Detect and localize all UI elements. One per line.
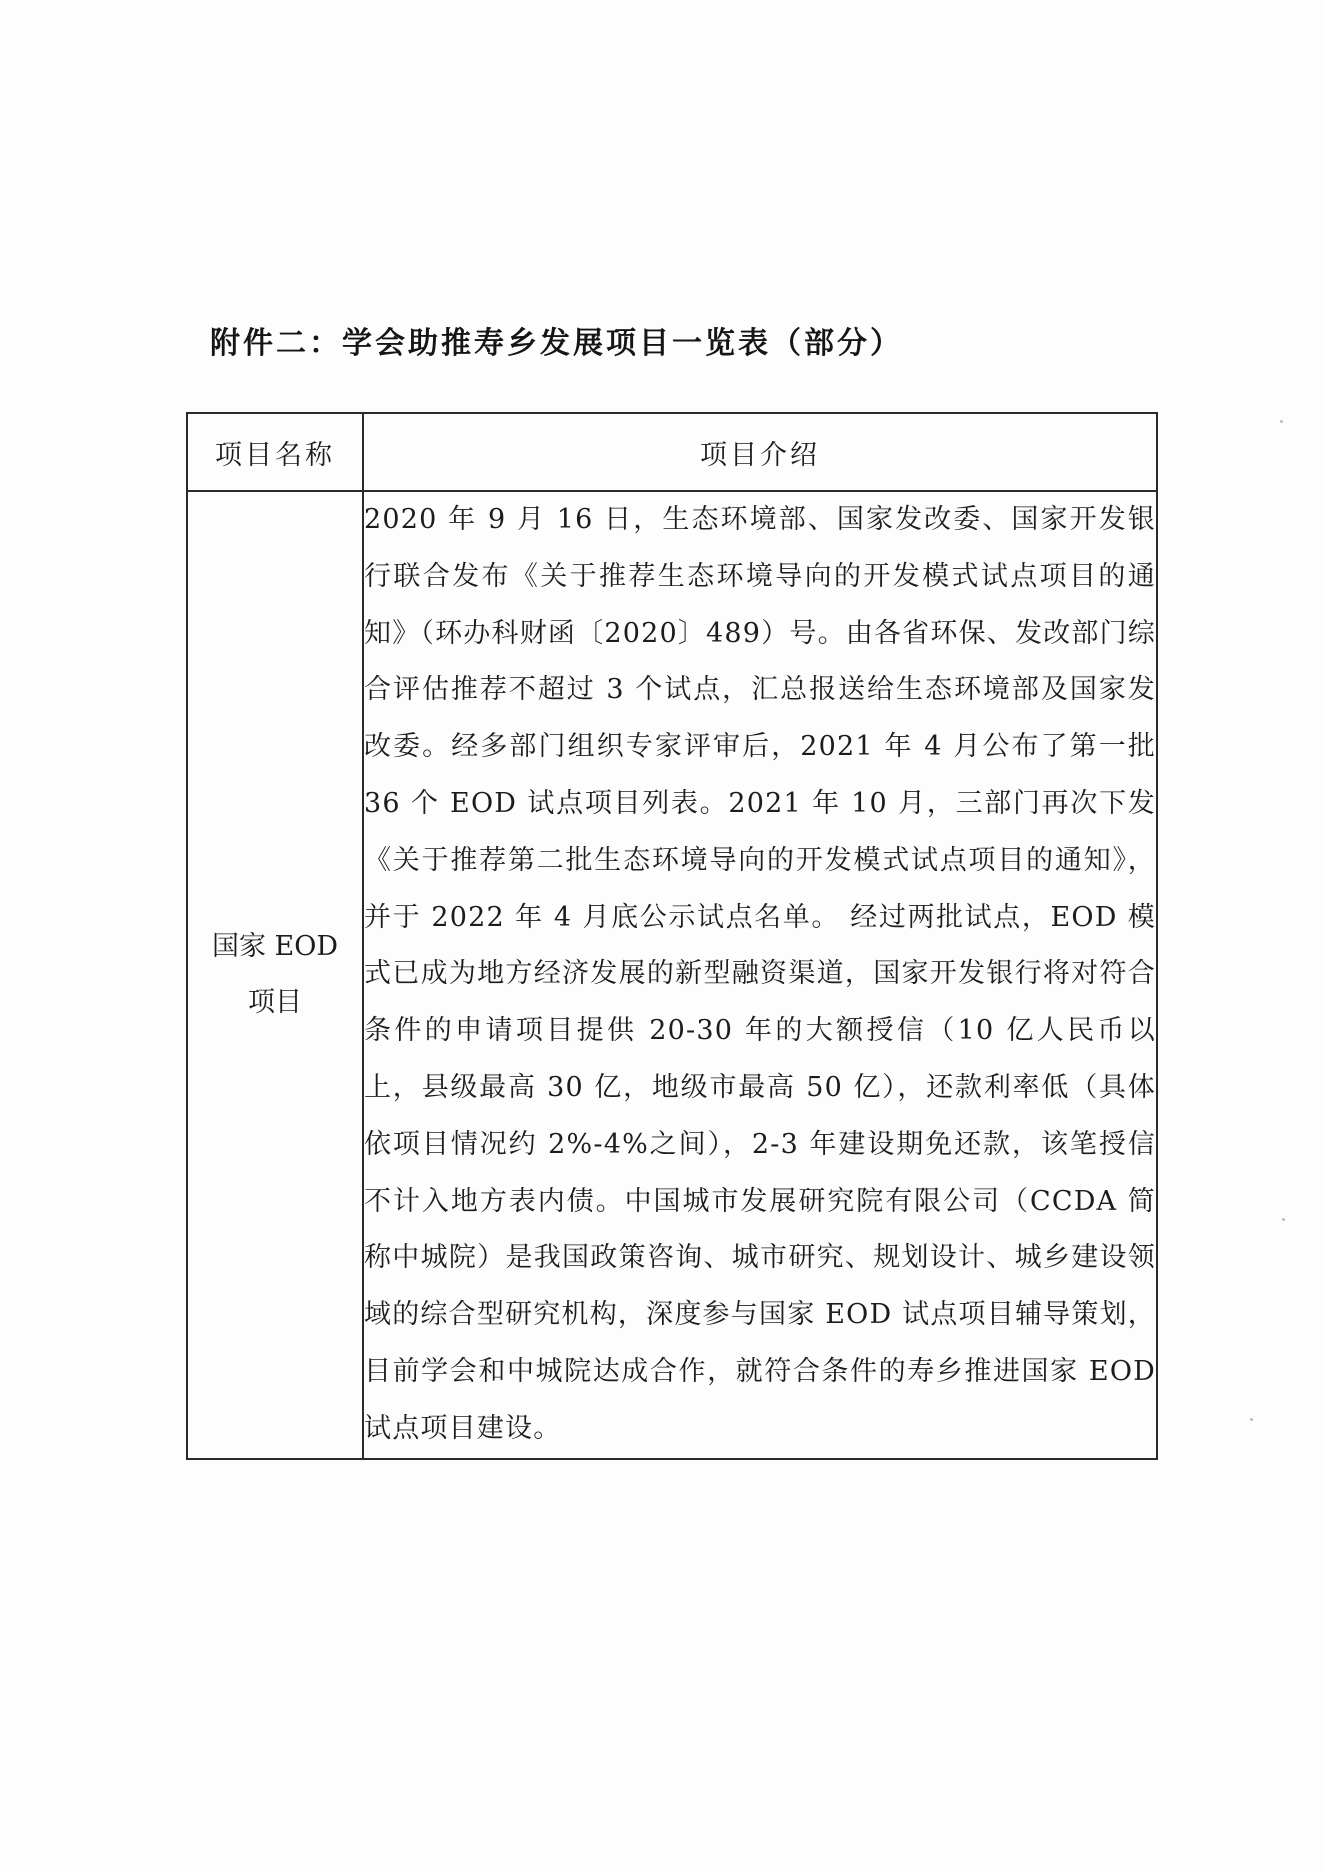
- document-title: 附件二：学会助推寿乡发展项目一览表（部分）: [210, 326, 903, 361]
- header-project-intro: 项目介绍: [363, 413, 1157, 491]
- scan-speck: [1282, 1218, 1285, 1221]
- scan-speck: [1280, 420, 1283, 423]
- project-intro-text: 2020 年 9 月 16 日，生态环境部、国家发改委、国家开发银行联合发布《关于推荐生态环境导向的开发模式试点项目的通知》（环办科财函〔2020〕489）号。由各省环保、发改部门综合评估推荐不超过 3 个试点，汇总报送给生态环境部及国家发改委。经多部门组织专家评审后，2021 年 4 月公布了第一批 36 个 EOD 试点项目列表。2021 年 10 月，三部门再次下发《关于推荐第二批生态环境导向的开发模式试点项目的通知》，并于 2022 年 4 月底公示试点名单。 经过两批试点，EOD 模式已成为地方经济发展的新型融资渠道，国家开发银行将对符合条件的申请项目提供 20-30 年的大额授信（10 亿人民币以上，县级最高 30 亿，地级市最高 50 亿），还款利率低（具体依项目情况约 2%-4%之间），2-3 年建设期免还款，该笔授信不计入地方表内债。中国城市发展研究院有限公司（CCDA 简称中城院）是我国政策咨询、城市研究、规划设计、城乡建设领域的综合型研究机构，深度参与国家 EOD 试点项目辅导策划，目前学会和中城院达成合作，就符合条件的寿乡推进国家 EOD 试点项目建设。: [364, 504, 1156, 1444]
- project-name-line-2: 项目: [248, 986, 302, 1018]
- project-table: [186, 412, 1158, 1460]
- header-project-name: 项目名称: [187, 413, 363, 491]
- project-name-cell: [187, 491, 363, 1459]
- project-name-line-1: 国家 EOD: [211, 930, 339, 962]
- project-intro-cell: [363, 491, 1157, 1459]
- table-row: [187, 491, 1157, 1459]
- table-header-row: [187, 413, 1157, 491]
- scan-speck: [1250, 1418, 1253, 1421]
